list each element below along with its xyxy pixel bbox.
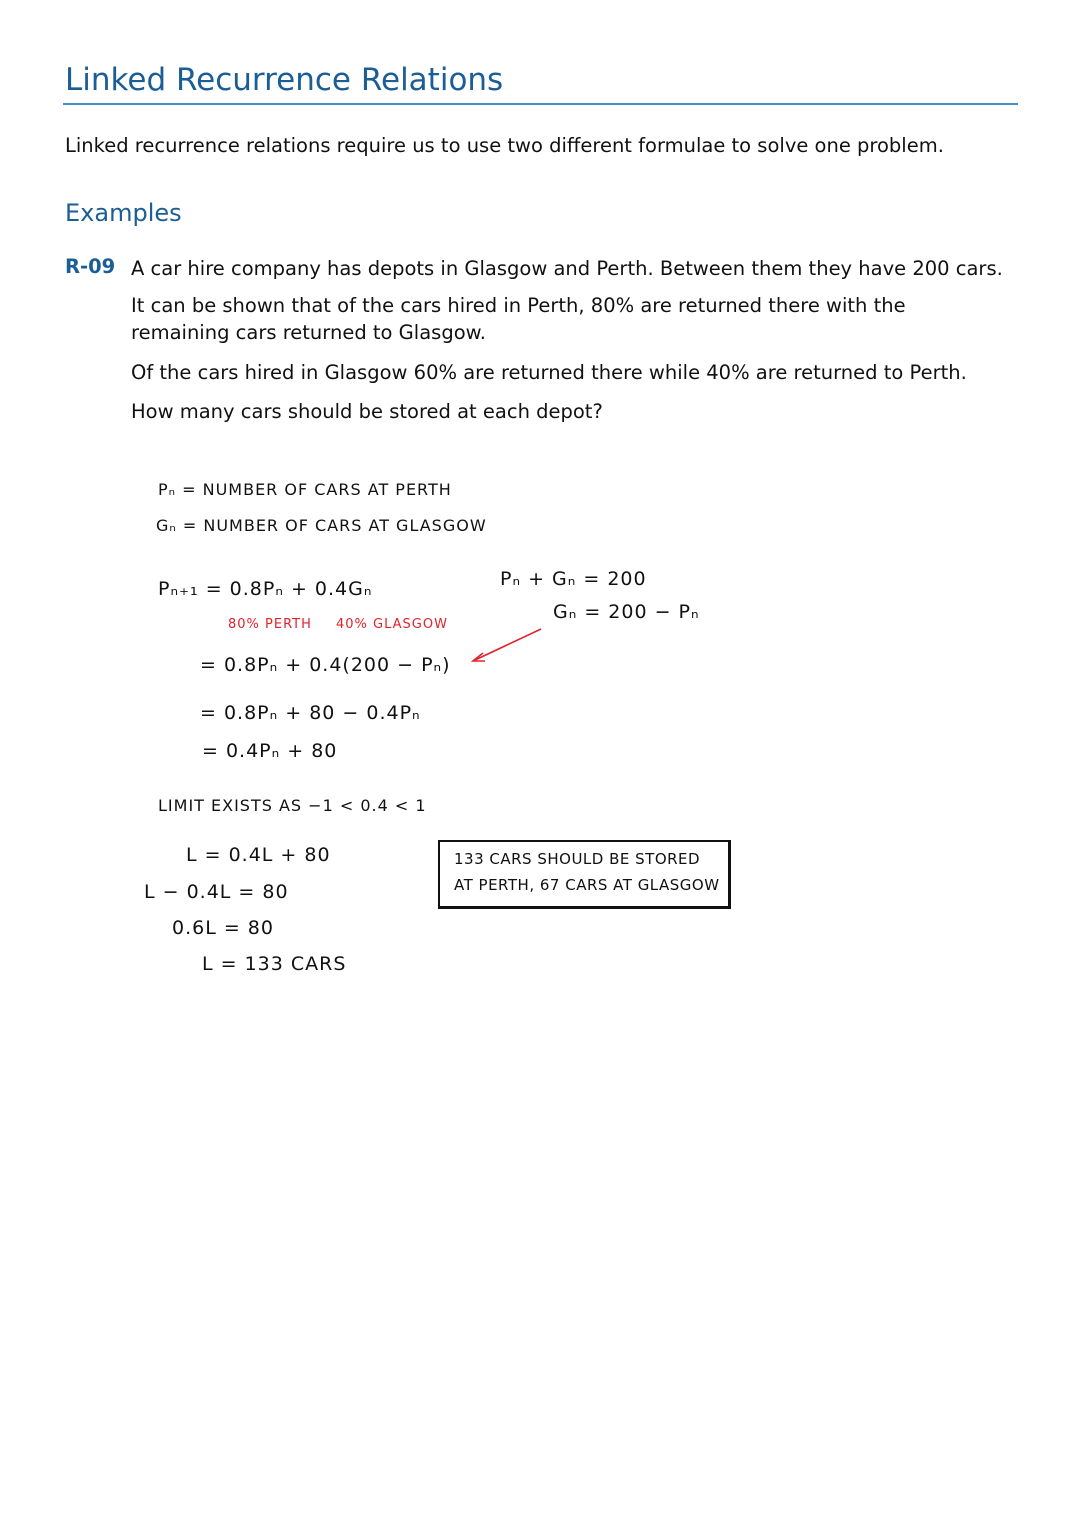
answer-box [438,840,731,909]
note-perth: 80% PERTH [228,617,312,632]
equation-4: = 0.4Pₙ + 80 [202,740,338,762]
title-divider [63,103,1018,105]
side-equation-2: Gₙ = 200 − Pₙ [553,601,700,623]
answer-line-1: 133 CARS SHOULD BE STORED [454,850,701,868]
equation-3: = 0.8Pₙ + 80 − 0.4Pₙ [200,702,421,724]
definition-g: Gₙ = NUMBER OF CARS AT GLASGOW [156,516,487,535]
side-equation-1: Pₙ + Gₙ = 200 [500,568,647,590]
question-number: R-09 [65,255,116,278]
question-paragraph: How many cars should be stored at each depot? [131,400,603,423]
definition-p: Pₙ = NUMBER OF CARS AT PERTH [158,480,452,499]
limit-condition: LIMIT EXISTS AS −1 < 0.4 < 1 [158,796,427,815]
page-title: Linked Recurrence Relations [65,62,504,98]
limit-step-4: L = 133 CARS [202,953,347,975]
question-paragraph: Of the cars hired in Glasgow 60% are returned there while 40% are returned to Perth. [131,361,967,384]
equation-2: = 0.8Pₙ + 0.4(200 − Pₙ) [200,654,451,676]
limit-step-1: L = 0.4L + 80 [186,844,331,866]
section-heading: Examples [65,199,182,227]
answer-line-2: AT PERTH, 67 CARS AT GLASGOW [454,876,720,894]
limit-step-3: 0.6L = 80 [172,917,274,939]
question-paragraph: A car hire company has depots in Glasgow and Perth. Between them they have 200 cars. [131,257,1003,280]
question-paragraph: It can be shown that of the cars hired in Perth, 80% are returned there with the remaining cars returned to Glasgow. [131,294,906,344]
intro-text: Linked recurrence relations require us to use two different formulae to solve one problem. [65,134,944,157]
limit-step-2: L − 0.4L = 80 [144,881,289,903]
note-glasgow: 40% GLASGOW [336,617,448,632]
red-arrow-icon [465,625,545,665]
equation-1: Pₙ₊₁ = 0.8Pₙ + 0.4Gₙ [158,578,373,600]
